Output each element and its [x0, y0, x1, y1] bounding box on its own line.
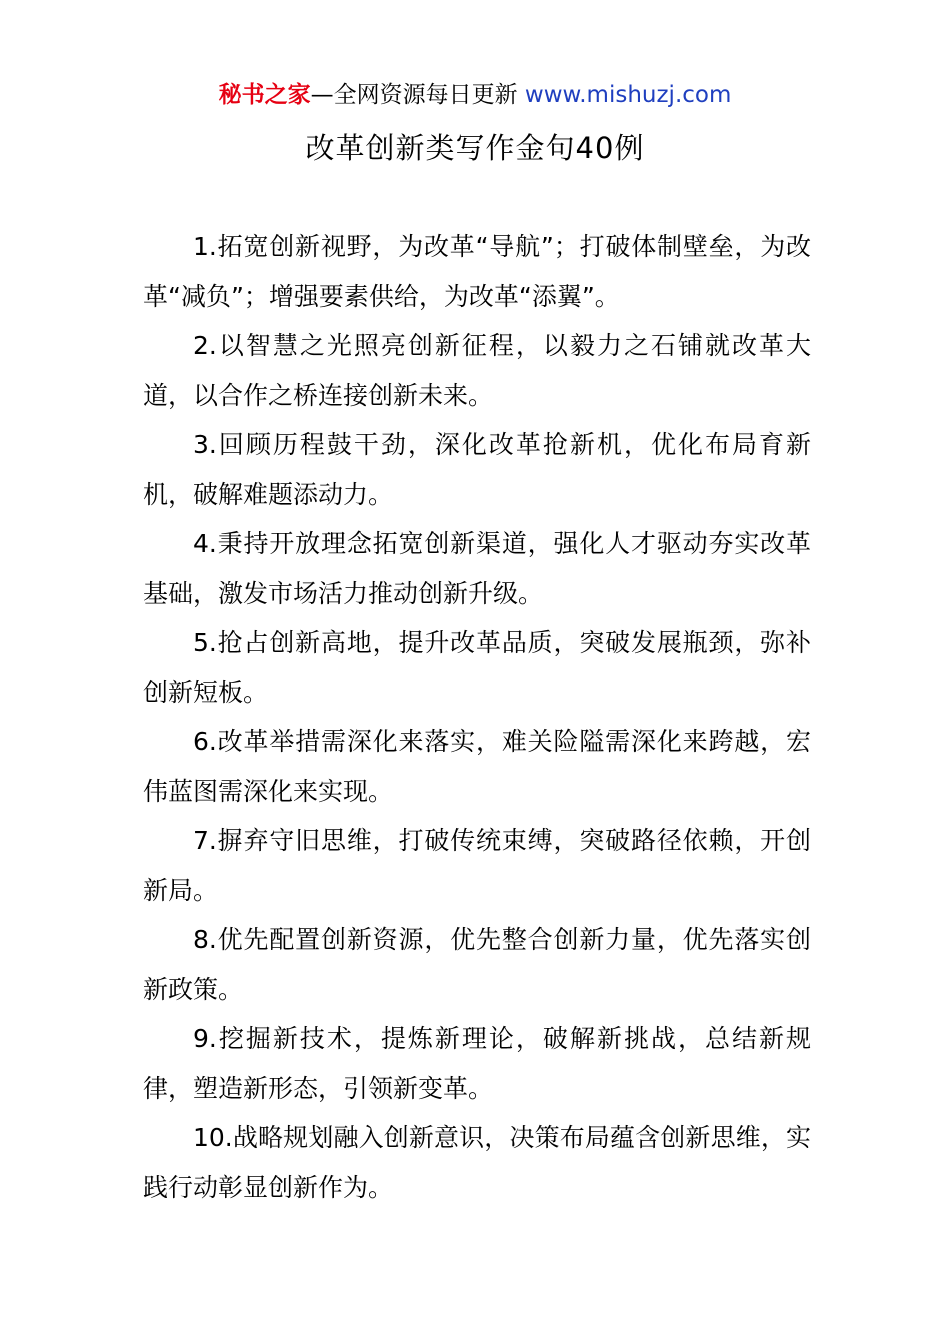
list-item: 5.抢占创新高地，提升改革品质，突破发展瓶颈，弥补创新短板。: [143, 628, 811, 707]
document-title: 改革创新类写作金句40例: [305, 131, 645, 165]
site-brand: 秘书之家: [218, 82, 311, 108]
list-item: 9.挖掘新技术，提炼新理论，破解新挑战，总结新规律，塑造新形态，引领新变革。: [143, 1024, 811, 1103]
list-item: 7.摒弃守旧思维，打破传统束缚，突破路径依赖，开创新局。: [143, 826, 811, 905]
site-tagline: —全网资源每日更新: [310, 82, 525, 108]
list-item: 6.改革举措需深化来落实，难关险隘需深化来跨越，宏伟蓝图需深化来实现。: [143, 727, 811, 806]
list-item: 3.回顾历程鼓干劲，深化改革抢新机，优化布局育新机，破解难题添动力。: [143, 430, 811, 509]
site-header: [0, 78, 950, 112]
site-url-link[interactable]: www.mishuzj.com: [524, 82, 732, 108]
list-item: 2.以智慧之光照亮创新征程，以毅力之石铺就改革大道，以合作之桥连接创新未来。: [143, 331, 811, 410]
document-body: [143, 222, 811, 1212]
list-item: 4.秉持开放理念拓宽创新渠道，强化人才驱动夯实改革基础，激发市场活力推动创新升级。: [143, 529, 811, 608]
list-item: 8.优先配置创新资源，优先整合创新力量，优先落实创新政策。: [143, 925, 811, 1004]
list-item: 10.战略规划融入创新意识，决策布局蕴含创新思维，实践行动彰显创新作为。: [143, 1123, 811, 1202]
list-item: 1.拓宽创新视野，为改革“导航”；打破体制壁垒，为改革“减负”；增强要素供给，为改革“添翼”。: [143, 232, 811, 311]
